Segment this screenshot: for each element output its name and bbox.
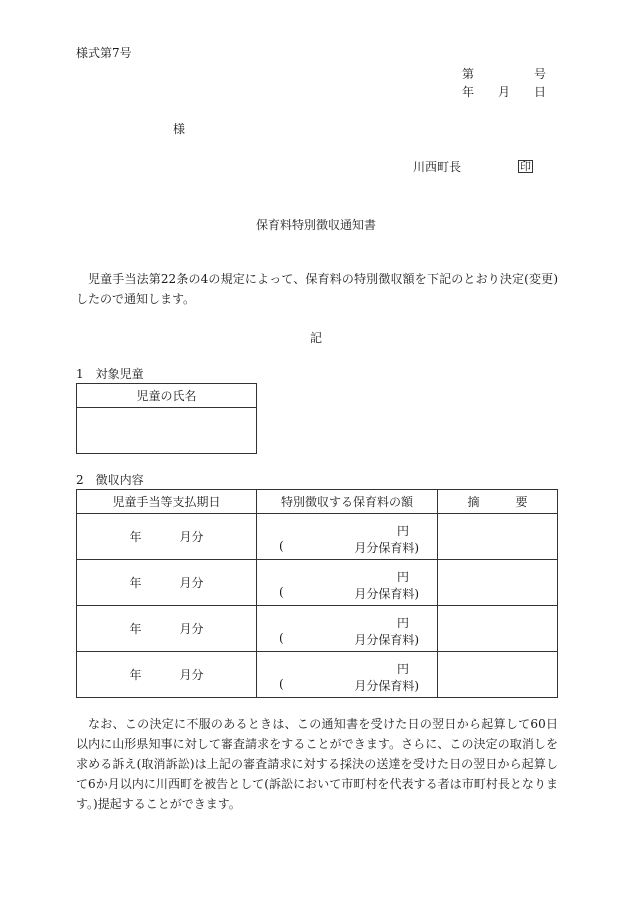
year-label: 年 [129, 576, 142, 590]
yen-label: 円 [396, 524, 409, 538]
ki-mark: 記 [310, 331, 323, 345]
month-fee-label: 月分保育料) [354, 541, 419, 555]
amount-cell [257, 652, 438, 698]
payment-date-cell [77, 560, 257, 606]
month-label: 月分 [179, 530, 204, 544]
table-header-row [77, 490, 558, 514]
yen-label: 円 [396, 570, 409, 584]
child-name-cell [77, 408, 257, 454]
amount-cell [257, 514, 438, 560]
remarks-cell [438, 560, 558, 606]
issuer: 川西町長 [413, 160, 462, 174]
year-label: 年 [129, 530, 142, 544]
table-row [77, 514, 558, 560]
month-fee-label: 月分保育料) [354, 587, 419, 601]
amount-header: 特別徴収する保育料の額 [257, 490, 438, 514]
month-fee-label: 月分保育料) [354, 679, 419, 693]
amount-cell [257, 560, 438, 606]
target-child-table [76, 383, 257, 454]
payment-date-cell [77, 652, 257, 698]
collection-table [76, 489, 558, 698]
number-suffix: 号 [534, 67, 547, 81]
remarks-cell [438, 652, 558, 698]
amount-cell [257, 606, 438, 652]
date-year: 年 [462, 85, 475, 99]
table-row [77, 560, 558, 606]
number-prefix: 第 [462, 67, 475, 81]
open-paren: ( [279, 631, 284, 645]
document-title: 保育料特別徴収通知書 [256, 218, 377, 232]
remarks-cell [438, 606, 558, 652]
child-name-header: 児童の氏名 [77, 384, 257, 408]
month-label: 月分 [179, 622, 204, 636]
remarks-cell [438, 514, 558, 560]
month-label: 月分 [179, 668, 204, 682]
yen-label: 円 [396, 616, 409, 630]
open-paren: ( [279, 677, 284, 691]
section1-heading: 1 対象児童 [76, 367, 144, 381]
open-paren: ( [279, 585, 284, 599]
date-month: 月 [498, 85, 511, 99]
payment-date-header: 児童手当等支払期日 [77, 490, 257, 514]
yen-label: 円 [396, 662, 409, 676]
open-paren: ( [279, 539, 284, 553]
payment-date-cell [77, 514, 257, 560]
table-row [77, 652, 558, 698]
appeal-notice-paragraph: なお、この決定に不服のあるときは、この通知書を受けた日の翌日から起算して60日以内に山形県知事に対して審査請求をすることができます。さらに、この決定の取消しを求める訴え(取消訴訟)は上記の審査請求に対する採決の送達を受けた日の翌日から起算して6か月以内に川西町を被告として(訴訟において市町村を代表する者は市町村長となります。)提起することができます。 [76, 717, 558, 811]
addressee-suffix: 様 [173, 122, 186, 136]
remarks-header: 摘 要 [438, 490, 558, 514]
intro-paragraph: 児童手当法第22条の4の規定によって、保育料の特別徴収額を下記のとおり決定(変更)したので通知します。 [76, 272, 558, 306]
month-fee-label: 月分保育料) [354, 633, 419, 647]
seal-mark: 印 [520, 160, 531, 173]
date-day: 日 [534, 85, 547, 99]
payment-date-cell [77, 606, 257, 652]
year-label: 年 [129, 668, 142, 682]
year-label: 年 [129, 622, 142, 636]
table-row [77, 606, 558, 652]
section2-heading: 2 徴収内容 [76, 473, 144, 487]
month-label: 月分 [179, 576, 204, 590]
form-label: 様式第7号 [76, 46, 132, 60]
